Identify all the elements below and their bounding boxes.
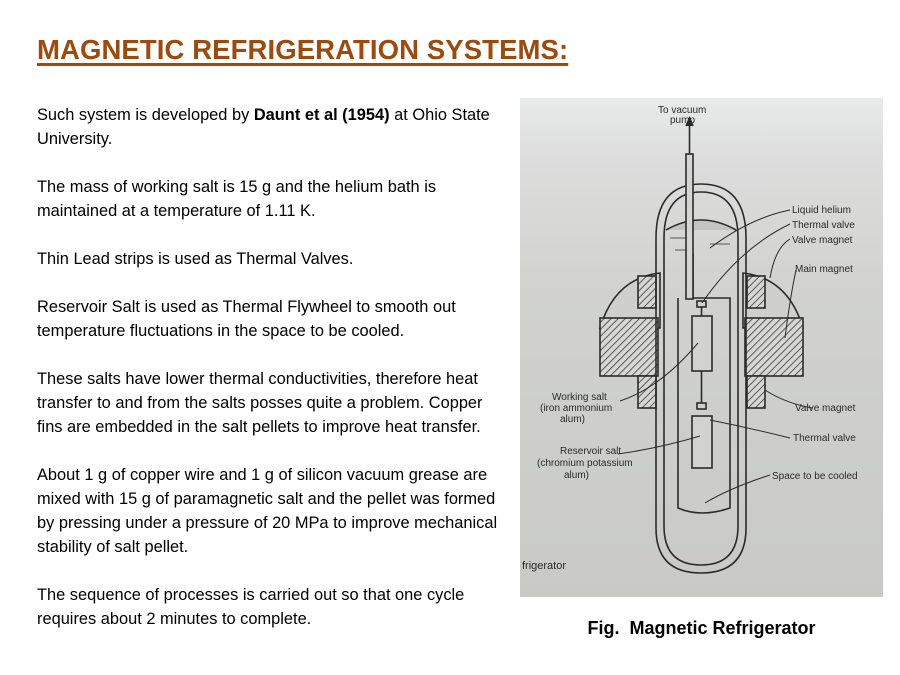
label-pump: pump (670, 115, 696, 126)
paragraph-reservoir-salt: Reservoir Salt is used as Thermal Flywheel to smooth out temperature fluctuations in the space to be cooled. (37, 298, 456, 340)
label-valve-magnet-top: Valve magnet (792, 235, 853, 246)
paragraph-working-salt: The mass of working salt is 15 g and the helium bath is maintained at a temperature of 1.11 K. (37, 178, 437, 220)
label-space-to-be-cooled: Space to be cooled (772, 471, 858, 482)
citation-bold: Daunt et al (1954) (253, 106, 390, 124)
paragraph-conductivity: These salts have lower thermal conductivities, therefore heat transfer to and from the salts posses quite a problem. Copper fins are embedded in the salt pellets to improve heat transfer. (37, 370, 483, 436)
refrigerator-diagram (520, 98, 883, 597)
paragraph-daunt (37, 103, 507, 151)
label-working-salt-alum: alum) (560, 414, 586, 425)
paragraph-thermal-valves: Thin Lead strips is used as Thermal Valves. (37, 250, 354, 268)
label-liquid-helium: Liquid helium (792, 205, 851, 216)
label-working-salt-detail: (iron ammonium (540, 403, 613, 414)
label-valve-magnet-bottom: Valve magnet (795, 403, 856, 414)
magnetic-refrigerator-figure (520, 98, 883, 597)
label-thermal-valve-bottom: Thermal valve (793, 433, 856, 444)
label-reservoir-salt: Reservoir salt (560, 446, 622, 457)
slide-body (37, 103, 507, 655)
label-main-magnet: Main magnet (795, 264, 853, 275)
label-reservoir-salt-alum: alum) (564, 470, 590, 481)
label-working-salt: Working salt (552, 392, 607, 403)
paragraph-pellet: About 1 g of copper wire and 1 g of silicon vacuum grease are mixed with 15 g of paramagnetic salt and the pellet was formed by pressing under a pressure of 20 MPa to improve mechanical stability of salt pellet. (37, 466, 498, 556)
slide-title: MAGNETIC REFRIGERATION SYSTEMS: (37, 34, 569, 65)
label-to-vacuum: To vacuum (658, 105, 707, 116)
figure-caption: Fig. Magnetic Refrigerator (587, 618, 816, 638)
label-cropped-caption: frigerator (522, 560, 567, 572)
paragraph-text: Such system is developed by (37, 106, 254, 124)
paragraph-cycle: The sequence of processes is carried out so that one cycle requires about 2 minutes to complete. (37, 586, 465, 628)
label-reservoir-salt-detail: (chromium potassium (537, 458, 633, 469)
label-thermal-valve-top: Thermal valve (792, 220, 855, 231)
paragraph-text: at Ohio State University. (37, 106, 490, 148)
